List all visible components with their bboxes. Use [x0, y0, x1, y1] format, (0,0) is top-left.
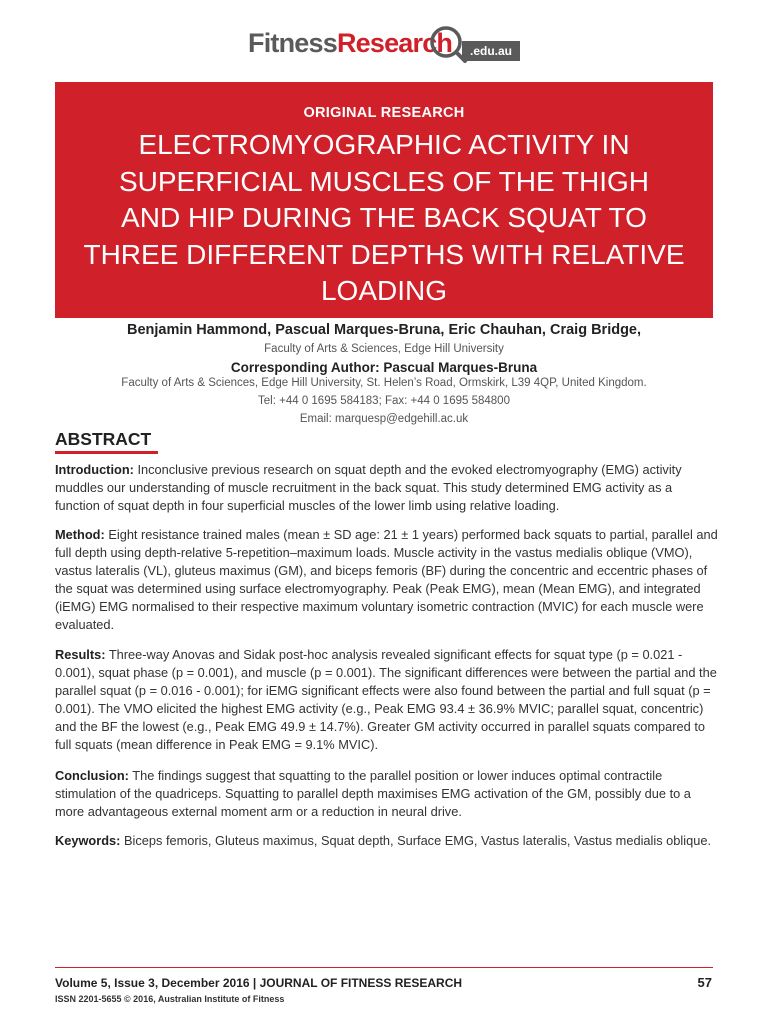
- corresponding-phone: Tel: +44 0 1695 584183; Fax: +44 0 1695 584800: [258, 395, 510, 407]
- section-label: Conclusion:: [55, 768, 129, 783]
- title-line: AND HIP DURING THE BACK SQUAT TO: [121, 202, 647, 233]
- logo-fitness-text: Fitness: [248, 28, 337, 58]
- abstract-underline: [55, 451, 158, 454]
- title-line: ELECTROMYOGRAPHIC ACTIVITY IN: [138, 129, 630, 160]
- section-text: Three-way Anovas and Sidak post-hoc analysis revealed significant effects for squat type (p = 0.021 - 0.001), squat phase (p = 0.001), and muscle (p = 0.001). The significant differences were between the partial and the parallel squat (p = 0.016 - 0.001); for iEMG significant effects were also found between the partial and full squat (p = 0.001). The VMO elicited the highest EMG activity (e.g., Peak EMG 93.4 ± 36.9% MVIC; parallel squat, concentric) and the BF the lowest (e.g., Peak EMG 49.9 ± 14.7%). Greater GM activity occurred in parallel squats compared to full squats (mean difference in Peak EMG = 9.1% MVIC).: [55, 647, 717, 752]
- abstract-results: [55, 646, 720, 754]
- section-label: Results:: [55, 647, 106, 662]
- abstract-introduction: [55, 461, 720, 515]
- article-type: ORIGINAL RESEARCH: [303, 105, 465, 121]
- title-banner: [55, 82, 713, 318]
- section-text: Inconclusive previous research on squat depth and the evoked electromyography (EMG) activity muddles our understanding of muscle recruitment in the back squat. This study determined EMG activity as a function of squat depth in four superficial muscles of the lower limb using relative loading.: [55, 462, 682, 513]
- section-text: Biceps femoris, Gluteus maximus, Squat depth, Surface EMG, Vastus lateralis, Vastus medialis oblique.: [120, 833, 711, 848]
- logo-domain: .edu.au: [462, 41, 520, 61]
- corresponding-email[interactable]: Email: marquesp@edgehill.ac.uk: [299, 413, 469, 425]
- abstract-heading: ABSTRACT: [55, 429, 152, 449]
- journal-logo: [0, 10, 768, 72]
- abstract-method: [55, 526, 720, 634]
- section-label: Method:: [55, 527, 105, 542]
- article-title: [61, 127, 707, 310]
- section-label: Keywords:: [55, 833, 121, 848]
- title-line: SUPERFICIAL MUSCLES OF THE THIGH: [118, 165, 650, 197]
- section-label: Introduction:: [55, 462, 134, 477]
- page-number: 57: [697, 975, 712, 990]
- author-affiliation: Faculty of Arts & Sciences, Edge Hill University: [264, 343, 504, 355]
- section-text: Eight resistance trained males (mean ± SD age: 21 ± 1 years) performed back squats to partial, parallel and full depth using depth-relative 5-repetition–maximum loads. Muscle activity in the vastus medialis oblique (VMO), vastus lateralis (VL), gluteus maximus (GM), and biceps femoris (BF) during the concentric and eccentric phases of the squat was determined using surface electromyography. Peak (Peak EMG), mean (Mean EMG), and integrated (iEMG) EMG normalised to their respective maximum voluntary isometric contraction (MVIC) for each muscle were evaluated.: [55, 527, 718, 632]
- footer-citation: Volume 5, Issue 3, December 2016 | JOURNAL OF FITNESS RESEARCH: [55, 976, 463, 990]
- section-text: The findings suggest that squatting to the parallel position or lower induces optimal contractile stimulation of the quadriceps. Squatting to parallel depth maximises EMG activation of the GM, possibly due to a more advantageous external moment arm or a reduction in neural drive.: [55, 768, 691, 819]
- author-list: Benjamin Hammond, Pascual Marques-Bruna, Eric Chauhan, Craig Bridge,: [126, 322, 642, 338]
- corresponding-address: Faculty of Arts & Sciences, Edge Hill University, St. Helen’s Road, Ormskirk, L39 4QP, United Kingdom.: [121, 377, 647, 389]
- footer-issn: ISSN 2201-5655 © 2016, Australian Institute of Fitness: [55, 994, 285, 1004]
- logo-wordmark: [248, 28, 452, 59]
- abstract-conclusion: [55, 767, 720, 821]
- footer-divider: [55, 967, 713, 968]
- title-line: THREE DIFFERENT DEPTHS WITH RELATIVE: [83, 238, 685, 270]
- title-line: LOADING: [320, 275, 448, 306]
- abstract-keywords: [55, 832, 720, 850]
- corresponding-author: Corresponding Author: Pascual Marques-Bruna: [230, 360, 538, 375]
- logo-research-text: Research: [336, 28, 453, 58]
